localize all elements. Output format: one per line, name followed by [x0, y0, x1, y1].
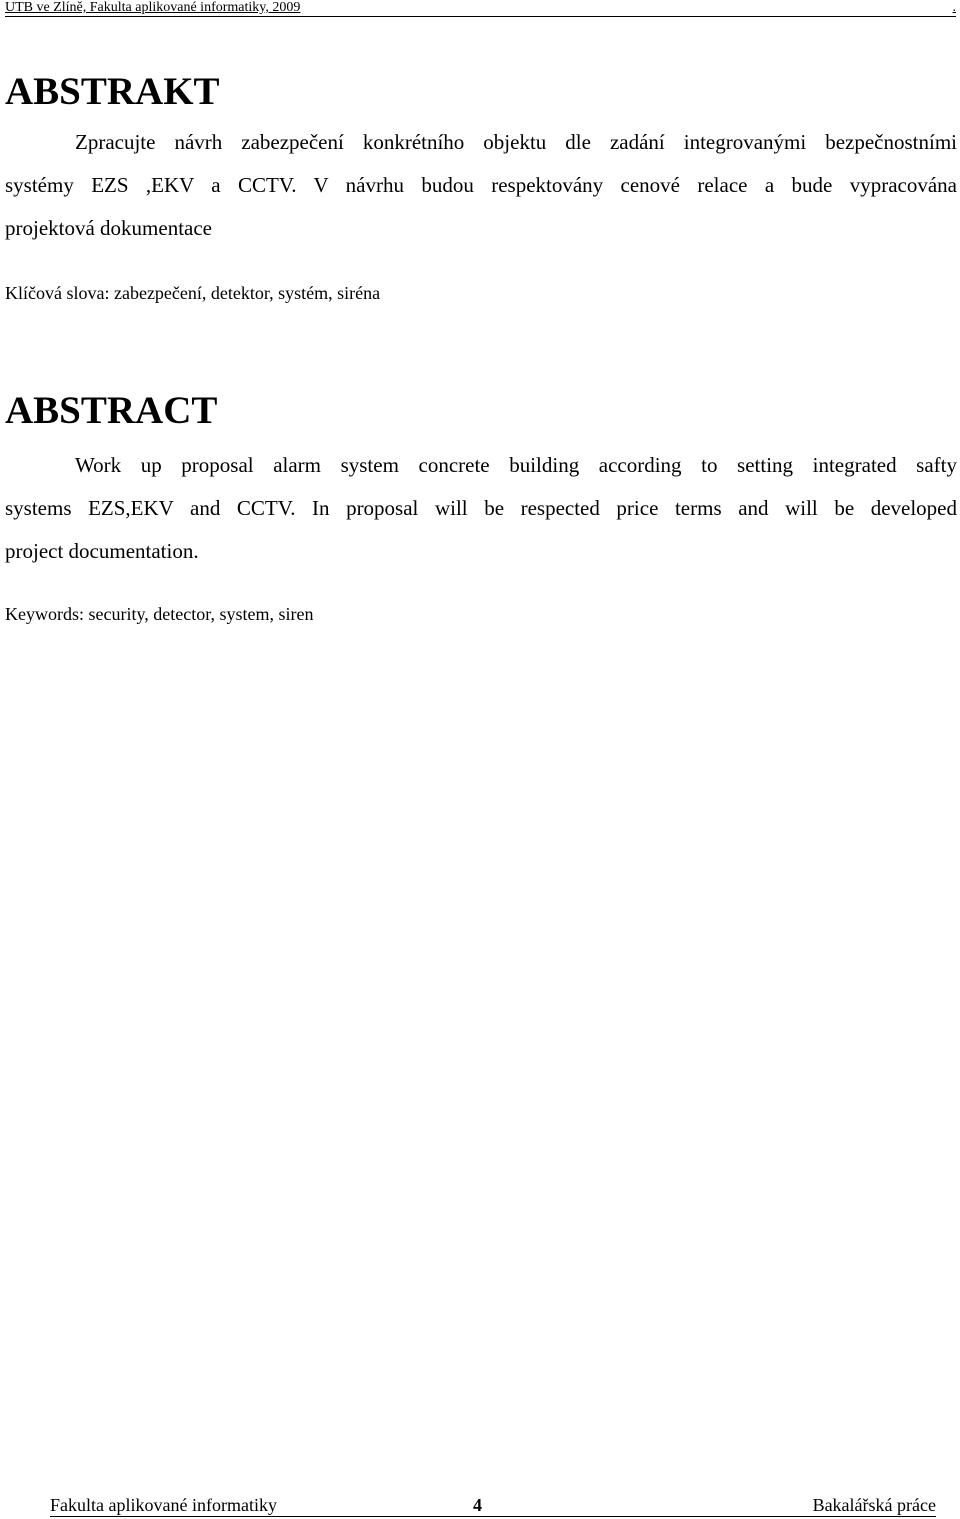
abstrakt-keywords: Klíčová slova: zabezpečení, detektor, systém, siréna: [5, 283, 381, 303]
abstract-line-1: Work up proposal alarm system concrete building according to setting integrated safty: [75, 453, 957, 477]
abstrakt-line-1: Zpracujte návrh zabezpečení konkrétního objektu dle zadání integrovanými bezpečnostními: [75, 130, 957, 154]
abstrakt-heading: ABSTRAKT: [5, 70, 220, 113]
abstract-line-2: systems EZS,EKV and CCTV. In proposal will be respected price terms and will be developed: [5, 496, 957, 520]
abstract-paragraph: [5, 444, 957, 573]
abstrakt-line-2: systémy EZS ,EKV a CCTV. V návrhu budou respektovány cenové relace a bude vypracována: [5, 173, 957, 197]
abstract-keywords: Keywords: security, detector, system, siren: [5, 604, 314, 624]
abstract-heading: ABSTRACT: [5, 389, 218, 432]
header-mark: .: [952, 0, 956, 15]
page-header: [5, 0, 956, 17]
abstract-line-3: project documentation.: [5, 539, 199, 563]
footer-thesis-type: Bakalářská práce: [812, 1495, 936, 1515]
page-footer: [50, 1494, 936, 1517]
page-number: 4: [473, 1495, 482, 1515]
abstrakt-paragraph: [5, 121, 957, 250]
footer-faculty: Fakulta aplikované informatiky: [50, 1495, 277, 1515]
abstrakt-line-3: projektová dokumentace: [5, 216, 213, 240]
header-title: UTB ve Zlíně, Fakulta aplikované informatiky, 2009: [5, 0, 301, 15]
